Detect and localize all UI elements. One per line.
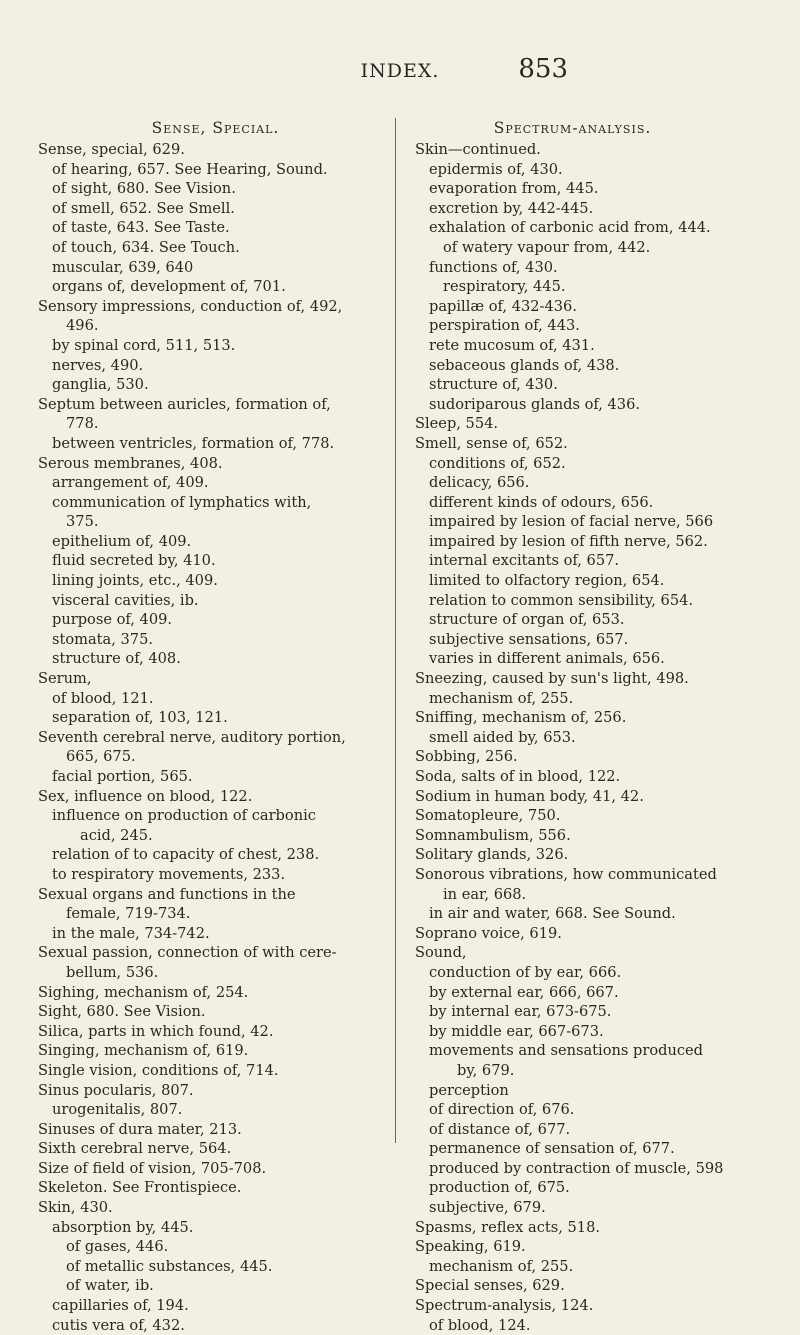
index-entry: different kinds of odours, 656. bbox=[429, 493, 654, 511]
index-entry: of smell, 652. See Smell. bbox=[52, 199, 235, 217]
index-entry: smell aided by, 653. bbox=[429, 728, 576, 746]
index-entry: papillæ of, 432-436. bbox=[429, 297, 577, 315]
index-entry: of taste, 643. See Taste. bbox=[52, 219, 230, 237]
index-entry: communication of lymphatics with, bbox=[52, 493, 312, 511]
index-entry: Sniffing, mechanism of, 256. bbox=[415, 709, 627, 727]
running-title: INDEX. bbox=[360, 60, 440, 82]
index-entry: facial portion, 565. bbox=[52, 768, 193, 785]
index-entry: capillaries of, 194. bbox=[52, 1297, 189, 1315]
index-entry: Single vision, conditions of, 714. bbox=[38, 1061, 279, 1079]
index-entry: of blood, 124. bbox=[429, 1316, 531, 1334]
index-entry: Solitary glands, 326. bbox=[415, 846, 569, 864]
index-entry: conduction of by ear, 666. bbox=[429, 963, 622, 981]
index-entry: nerves, 490. bbox=[52, 356, 144, 374]
index-entry: of blood, 121. bbox=[52, 689, 154, 707]
right-entries bbox=[415, 140, 760, 1335]
index-entry: subjective, 679. bbox=[429, 1199, 546, 1217]
left-entries bbox=[38, 140, 383, 1335]
index-entry: Sleep, 554. bbox=[415, 415, 499, 433]
index-entry: Septum between auricles, formation of, bbox=[38, 395, 331, 413]
index-entry: Sobbing, 256. bbox=[415, 748, 518, 766]
index-entry: ganglia, 530. bbox=[52, 376, 149, 394]
index-entry: stomata, 375. bbox=[52, 630, 154, 648]
index-entry: Smell, sense of, 652. bbox=[415, 434, 568, 452]
index-entry: internal excitants of, 657. bbox=[429, 552, 620, 570]
index-entry: separation of, 103, 121. bbox=[52, 709, 228, 727]
index-entry: Sight, 680. See Vision. bbox=[38, 1003, 206, 1021]
index-entry: Skin—continued. bbox=[415, 141, 541, 158]
index-entry: fluid secreted by, 410. bbox=[52, 552, 216, 570]
left-column-heading: Sense, Special. bbox=[151, 119, 280, 137]
index-entry: permanence of sensation of, 677. bbox=[429, 1140, 675, 1158]
index-entry: Sneezing, caused by sun's light, 498. bbox=[415, 670, 689, 688]
index-entry: Skeleton. See Frontispiece. bbox=[38, 1179, 242, 1197]
index-entry: purpose of, 409. bbox=[52, 611, 173, 629]
page-header bbox=[0, 50, 800, 90]
index-entry: Sinus pocularis, 807. bbox=[38, 1081, 194, 1099]
index-entry: cutis vera of, 432. bbox=[52, 1316, 185, 1334]
index-entry: in the male, 734-742. bbox=[52, 924, 210, 942]
index-entry: Somnambulism, 556. bbox=[415, 826, 571, 844]
index-entry: sudoriparous glands of, 436. bbox=[429, 395, 641, 413]
index-entry: mechanism of, 255. bbox=[429, 1257, 574, 1275]
index-entry: evaporation from, 445. bbox=[429, 180, 599, 198]
index-entry: Spasms, reflex acts, 518. bbox=[415, 1218, 600, 1236]
index-entry: by middle ear, 667-673. bbox=[429, 1022, 604, 1040]
index-entry: Spectrum-analysis, 124. bbox=[415, 1297, 594, 1315]
index-entry: influence on production of carbonic bbox=[52, 807, 316, 825]
index-entry: of metallic substances, 445. bbox=[66, 1257, 273, 1275]
index-entry: production of, 675. bbox=[429, 1179, 570, 1197]
index-entry: of gases, 446. bbox=[66, 1238, 169, 1256]
index-entry: structure of organ of, 653. bbox=[429, 611, 625, 629]
index-entry: mechanism of, 255. bbox=[429, 689, 574, 707]
index-entry: Skin, 430. bbox=[38, 1199, 113, 1217]
index-entry: Sodium in human body, 41, 42. bbox=[415, 787, 644, 805]
index-entry: exhalation of carbonic acid from, 444. bbox=[429, 219, 711, 237]
index-entry: Special senses, 629. bbox=[415, 1277, 565, 1295]
index-entry: 665, 675. bbox=[66, 748, 136, 766]
index-entry: varies in different animals, 656. bbox=[429, 650, 665, 668]
index-entry: produced by contraction of muscle, 598 bbox=[429, 1159, 724, 1177]
index-entry: Sixth cerebral nerve, 564. bbox=[38, 1140, 232, 1158]
index-entry: between ventricles, formation of, 778. bbox=[52, 434, 335, 452]
index-entry: Soda, salts of in blood, 122. bbox=[415, 768, 621, 785]
index-entry: Seventh cerebral nerve, auditory portion, bbox=[38, 728, 346, 746]
right-column-heading: Spectrum-analysis. bbox=[493, 119, 652, 137]
index-entry: absorption by, 445. bbox=[52, 1218, 194, 1236]
index-entry: of distance of, 677. bbox=[429, 1120, 571, 1138]
index-entry: Somatopleure, 750. bbox=[415, 807, 561, 825]
index-entry: by external ear, 666, 667. bbox=[429, 983, 619, 1001]
index-entry: relation to common sensibility, 654. bbox=[429, 591, 694, 609]
index-entry: Size of field of vision, 705-708. bbox=[38, 1159, 267, 1177]
index-entry: Serous membranes, 408. bbox=[38, 454, 223, 472]
index-entry: Singing, mechanism of, 619. bbox=[38, 1042, 249, 1060]
index-entry: Serum, bbox=[38, 670, 92, 688]
index-entry: of water, ib. bbox=[66, 1277, 154, 1295]
index-entry: subjective sensations, 657. bbox=[429, 630, 629, 648]
index-entry: organs of, development of, 701. bbox=[52, 278, 286, 296]
index-entry: acid, 245. bbox=[80, 826, 153, 844]
index-entry: Silica, parts in which found, 42. bbox=[38, 1022, 274, 1040]
index-entry: of touch, 634. See Touch. bbox=[52, 238, 240, 256]
index-entry: perspiration of, 443. bbox=[429, 317, 580, 335]
index-entry: limited to olfactory region, 654. bbox=[429, 572, 665, 590]
index-entry: of sight, 680. See Vision. bbox=[52, 180, 236, 198]
index-entry: Sense, special, 629. bbox=[38, 141, 185, 158]
index-entry: of watery vapour from, 442. bbox=[443, 238, 651, 256]
index-entry: in ear, 668. bbox=[443, 885, 527, 903]
index-entry: delicacy, 656. bbox=[429, 474, 530, 492]
index-entry: muscular, 639, 640 bbox=[52, 258, 194, 276]
index-entry: urogenitalis, 807. bbox=[52, 1101, 183, 1119]
index-entry: relation of to capacity of chest, 238. bbox=[52, 846, 320, 864]
index-entry: 778. bbox=[66, 415, 99, 433]
index-entry: Sighing, mechanism of, 254. bbox=[38, 983, 249, 1001]
index-entry: 496. bbox=[66, 317, 99, 335]
index-entry: sebaceous glands of, 438. bbox=[429, 356, 620, 374]
index-entry: by spinal cord, 511, 513. bbox=[52, 336, 236, 354]
index-entry: movements and sensations produced bbox=[429, 1042, 704, 1060]
index-entry: epidermis of, 430. bbox=[429, 160, 563, 178]
right-column bbox=[415, 118, 760, 1335]
index-entry: excretion by, 442-445. bbox=[429, 199, 594, 217]
index-entry: of hearing, 657. See Hearing, Sound. bbox=[52, 160, 328, 178]
index-entry: impaired by lesion of facial nerve, 566 bbox=[429, 513, 714, 531]
index-entry: Sex, influence on blood, 122. bbox=[38, 787, 253, 805]
index-entry: in air and water, 668. See Sound. bbox=[429, 905, 676, 923]
index-entry: arrangement of, 409. bbox=[52, 474, 209, 492]
index-entry: by, 679. bbox=[457, 1061, 515, 1079]
index-entry: respiratory, 445. bbox=[443, 278, 566, 296]
index-entry: lining joints, etc., 409. bbox=[52, 572, 218, 590]
index-entry: of direction of, 676. bbox=[429, 1101, 575, 1119]
index-entry: by internal ear, 673-675. bbox=[429, 1003, 612, 1021]
index-entry: structure of, 430. bbox=[429, 376, 558, 394]
index-entry: Sensory impressions, conduction of, 492, bbox=[38, 297, 343, 315]
index-entry: 375. bbox=[66, 513, 99, 531]
index-entry: female, 719-734. bbox=[66, 905, 191, 923]
index-entry: Sound, bbox=[415, 944, 467, 962]
index-entry: Sexual organs and functions in the bbox=[38, 885, 296, 903]
index-entry: Soprano voice, 619. bbox=[415, 924, 562, 942]
column-divider bbox=[395, 118, 396, 1143]
index-entry: visceral cavities, ib. bbox=[52, 591, 199, 609]
index-entry: to respiratory movements, 233. bbox=[52, 865, 286, 883]
index-entry: functions of, 430. bbox=[429, 258, 558, 276]
index-entry: Sonorous vibrations, how communicated bbox=[415, 865, 717, 883]
index-entry: perception bbox=[429, 1081, 509, 1099]
index-entry: Speaking, 619. bbox=[415, 1238, 526, 1256]
index-entry: impaired by lesion of fifth nerve, 562. bbox=[429, 532, 708, 550]
index-entry: Sexual passion, connection of with cere- bbox=[38, 944, 337, 962]
page-number: 853 bbox=[518, 54, 568, 84]
index-entry: structure of, 408. bbox=[52, 650, 181, 668]
index-entry: bellum, 536. bbox=[66, 963, 159, 981]
index-entry: epithelium of, 409. bbox=[52, 532, 192, 550]
left-column bbox=[38, 118, 383, 1335]
index-entry: Sinuses of dura mater, 213. bbox=[38, 1120, 242, 1138]
index-entry: rete mucosum of, 431. bbox=[429, 336, 595, 354]
index-entry: conditions of, 652. bbox=[429, 454, 566, 472]
